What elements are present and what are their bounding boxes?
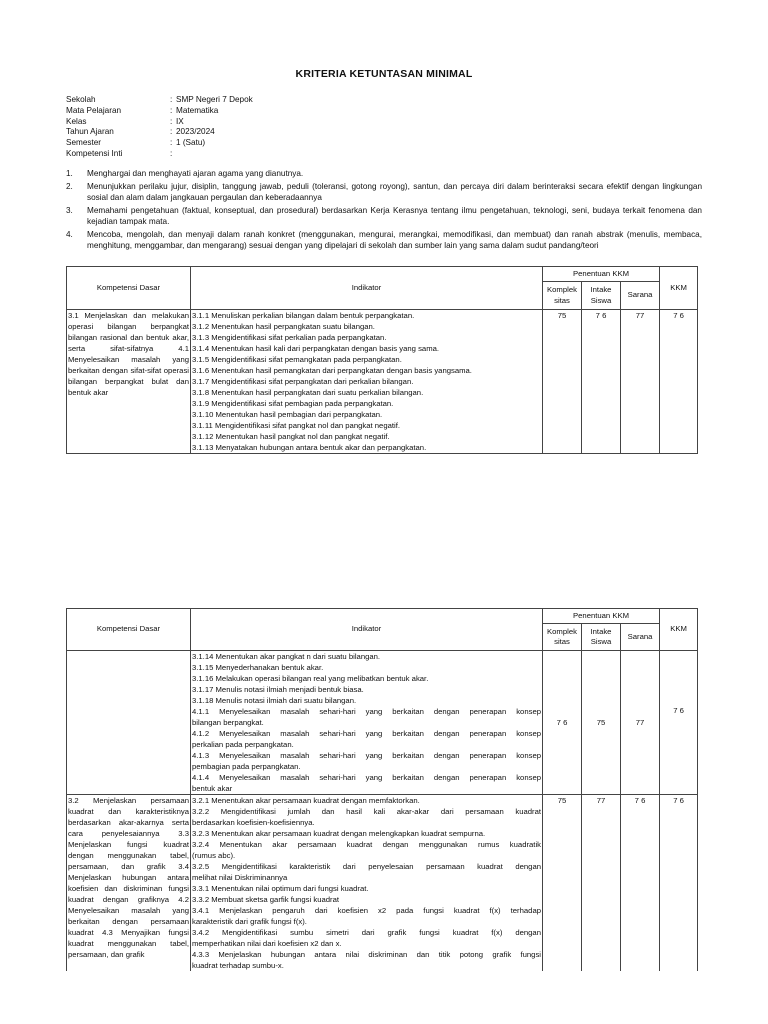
- header-kompleksitas: Komplek sitas: [543, 282, 582, 310]
- header-indikator: Indikator: [191, 609, 543, 651]
- indikator-line: (rumus abc).: [192, 851, 236, 860]
- header-penentuan-kkm: Penentuan KKM: [543, 267, 660, 282]
- indikator-line: 4.1.4 Menyelesaikan masalah sehari-hari yang berkaitan dengan penerapan konsep: [192, 773, 541, 782]
- intake-value: 77: [582, 795, 621, 972]
- header-kompleksitas: Komplek sitas: [543, 624, 582, 651]
- header-kkm: KKM: [660, 267, 698, 310]
- info-value: IX: [176, 116, 184, 126]
- indikator-line: 3.1.8 Menentukan hasil perpangkatan dari suatu perkalian bilangan.: [192, 388, 424, 397]
- info-label: Kompetensi Inti: [66, 148, 123, 158]
- indikator-line: 4.1.3 Menyelesaikan masalah sehari-hari yang berkaitan dengan penerapan konsep: [192, 751, 541, 760]
- indikator-line: berdasarkan koefisien-koefisiennya.: [192, 818, 315, 827]
- info-separator: :: [170, 95, 173, 104]
- kompetensi-inti-item: [66, 230, 702, 252]
- info-row: [66, 149, 253, 160]
- indikator-line: memperhatikan nilai dari koefisien x2 dan x.: [192, 939, 342, 948]
- kompetensi-inti-list: [66, 169, 702, 254]
- indikator-line: 3.3.2 Membuat sketsa garfik fungsi kuadrat: [192, 895, 339, 904]
- indikator-line: 3.2.2 Mengidentifikasi jumlah dan hasil kali akar-akar dari persamaan kuadrat: [192, 807, 541, 816]
- info-value: 2023/2024: [176, 127, 215, 137]
- info-row: [66, 127, 253, 138]
- kkm-table-2: [66, 608, 698, 971]
- indikator-line: melihat nilai Diskriminannya: [192, 873, 288, 882]
- sarana-value: 77: [621, 310, 660, 454]
- indikator-line: 3.2.5 Mengidentifikasi karakteristik dari penyelesaian persamaan kuadrat dengan: [192, 862, 541, 871]
- header-kkm: KKM: [660, 609, 698, 651]
- ki-text: Memahami pengetahuan (faktual, konseptual, dan prosedural) berdasarkan Kerja Kerasnya tentang ilmu pengetahuan, teknologi, seni, budaya terkait fenomena dan kejadian tampak mata.: [87, 206, 702, 226]
- indikator-line: 3.1.10 Menentukan hasil pembagian dari perpangkatan.: [192, 410, 383, 419]
- info-label: Kelas: [66, 116, 87, 126]
- header-kompetensi-dasar: Kompetensi Dasar: [67, 267, 191, 310]
- kompetensi-inti-item: [66, 182, 702, 204]
- indikator-line: bilangan berpangkat.: [192, 718, 264, 727]
- header-sarana: Sarana: [621, 624, 660, 651]
- intake-value: 7 6: [582, 310, 621, 454]
- indikator-line: 3.2.3 Menentukan akar persamaan kuadrat dengan melengkapkan kuadrat sempurna.: [192, 829, 486, 838]
- indikator-line: 3.4.1 Menjelaskan pengaruh dari koefisien x2 pada fungsi kuadrat f(x) terhadap: [192, 906, 541, 915]
- kompetensi-inti-item: [66, 169, 702, 180]
- header-kompetensi-dasar: Kompetensi Dasar: [67, 609, 191, 651]
- indikator-line: 3.1.1 Menuliskan perkalian bilangan dalam bentuk perpangkatan.: [192, 311, 415, 320]
- indikator-line: perkalian pada perpangkatan.: [192, 740, 294, 749]
- kkm-value: 7 6: [660, 651, 698, 795]
- header-intake-siswa: Intake Siswa: [582, 282, 621, 310]
- indikator-line: 3.1.4 Menentukan hasil kali dari perpangkatan dengan basis yang sama.: [192, 344, 440, 353]
- kd-cell: 3.1 Menjelaskan dan melakukan operasi bilangan berpangkat bilangan rasional dan bentuk akar, serta sifat-sifatnya 4.1 Menyelesaikan masalah yang berkaitan dengan sifat-sifat operasi bilangan berpangkat bulat dan bentuk akar: [67, 310, 191, 454]
- info-label: Semester: [66, 138, 102, 148]
- indikator-line: bentuk akar: [192, 784, 233, 793]
- kompleksitas-value: 75: [543, 795, 582, 972]
- indikator-cell: [191, 651, 543, 795]
- kompetensi-inti-item: [66, 206, 702, 228]
- info-separator: :: [170, 148, 173, 158]
- info-separator: :: [170, 105, 173, 115]
- indikator-line: 3.1.12 Menentukan hasil pangkat nol dan pangkat negatif.: [192, 432, 390, 441]
- indikator-line: 3.1.17 Menulis notasi ilmiah menjadi bentuk biasa.: [192, 685, 364, 694]
- info-row: [66, 95, 253, 106]
- info-row: [66, 106, 253, 117]
- indikator-line: 3.1.14 Menentukan akar pangkat n dari suatu bilangan.: [192, 652, 381, 661]
- indikator-line: 3.1.15 Menyederhanakan bentuk akar.: [192, 663, 324, 672]
- indikator-line: 3.1.13 Menyatakan hubungan antara bentuk akar dan perpangkatan.: [192, 443, 427, 452]
- indikator-line: 3.1.7 Mengidentifikasi sifat perpangkatan dari perkalian bilangan.: [192, 377, 414, 386]
- indikator-line: 3.4.2 Mengidentifikasi sumbu simetri dari grafik fungsi kuadrat f(x) dengan: [192, 928, 541, 937]
- ki-text: Menghargai dan menghayati ajaran agama yang dianutnya.: [87, 169, 304, 178]
- indikator-line: 4.1.2 Menyelesaikan masalah sehari-hari yang berkaitan dengan penerapan konsep: [192, 729, 541, 738]
- indikator-line: 4.1.1 Menyelesaikan masalah sehari-hari yang berkaitan dengan penerapan konsep: [192, 707, 541, 716]
- indikator-line: 3.2.4 Menentukan akar persamaan kuadrat dengan menggunakan rumus kuadratik: [192, 840, 541, 849]
- info-label: Sekolah: [66, 95, 96, 104]
- kkm-value: 7 6: [660, 795, 698, 972]
- info-row: [66, 138, 253, 149]
- info-separator: :: [170, 138, 173, 148]
- indikator-line: 3.1.16 Melakukan operasi bilangan real yang melibatkan bentuk akar.: [192, 674, 429, 683]
- kd-cell: 3.2 Menjelaskan persamaan kuadrat dan karakteristiknya berdasarkan akar-akarnya serta cara penyelesaiannya 3.3 Menjelaskan fungsi kuadrat dengan menggunakan tabel, persamaan, dan grafik 3.4 Menjelaskan hubungan antara koefisien dan diskriminan fungsi kuadrat dengan grafiknya 4.2 Menyelesaikan masalah yang berkaitan dengan persamaan kuadrat 4.3 Menyajikan fungsi kuadrat menggunakan tabel, persamaan, dan grafik: [67, 795, 191, 972]
- indikator-line: 3.1.5 Mengidentifikasi sifat pemangkatan pada perpangkatan.: [192, 355, 402, 364]
- info-label: Tahun Ajaran: [66, 127, 114, 137]
- ki-number: 1.: [66, 169, 73, 178]
- header-sarana: Sarana: [621, 282, 660, 310]
- ki-number: 3.: [66, 206, 73, 216]
- indikator-line: 3.2.1 Menentukan akar persamaan kuadrat dengan memfaktorkan.: [192, 796, 420, 805]
- kkm-table-1: [66, 266, 698, 454]
- indikator-line: 3.3.1 Menentukan nilai optimum dari fungsi kuadrat.: [192, 884, 369, 893]
- school-info: [66, 95, 253, 160]
- header-intake-siswa: Intake Siswa: [582, 624, 621, 651]
- kompleksitas-value: 7 6: [543, 651, 582, 795]
- info-row: [66, 117, 253, 128]
- indikator-line: 4.3.3 Menjelaskan hubungan antara nilai diskriminan dan titik potong grafik fungsi: [192, 950, 541, 959]
- info-value: 1 (Satu): [176, 138, 206, 148]
- indikator-line: kuadrat terhadap sumbu-x.: [192, 961, 284, 970]
- indikator-line: 3.1.2 Menentukan hasil perpangkatan suatu bilangan.: [192, 322, 375, 331]
- kompleksitas-value: 75: [543, 310, 582, 454]
- header-penentuan-kkm: Penentuan KKM: [543, 609, 660, 624]
- intake-value: 75: [582, 651, 621, 795]
- ki-number: 2.: [66, 182, 73, 192]
- info-value: Matematika: [176, 105, 219, 115]
- indikator-line: 3.1.6 Menentukan hasil pemangkatan dari perpangkatan dengan basis yangsama.: [192, 366, 472, 375]
- ki-number: 4.: [66, 230, 73, 240]
- page-title: KRITERIA KETUNTASAN MINIMAL: [295, 68, 473, 80]
- indikator-line: 3.1.9 Mengidentifikasi sifat pembagian pada perpangkatan.: [192, 399, 394, 408]
- info-separator: :: [170, 116, 173, 126]
- info-label: Mata Pelajaran: [66, 105, 122, 115]
- kkm-value: 7 6: [660, 310, 698, 454]
- indikator-line: 3.1.11 Mengidentifikasi sifat pangkat nol dan pangkat negatif.: [192, 421, 400, 430]
- header-indikator: Indikator: [191, 267, 543, 310]
- sarana-value: 77: [621, 651, 660, 795]
- indikator-line: karakteristik dari grafik fungsi f(x).: [192, 917, 307, 926]
- indikator-line: 3.1.3 Mengidentifikasi sifat perkalian pada perpangkatan.: [192, 333, 387, 342]
- indikator-cell: [191, 795, 543, 972]
- kd-cell-empty: [67, 651, 191, 795]
- ki-text: Menunjukkan perilaku jujur, disiplin, tanggung jawab, peduli (toleransi, gotong royong), santun, dan percaya diri dalam berinteraksi secara efektif dengan lingkungan sosial dan alam dalam jangkauan pergaulan dan keberadaannya: [87, 182, 702, 202]
- info-value: SMP Negeri 7 Depok: [176, 95, 253, 104]
- indikator-cell: [191, 310, 543, 454]
- sarana-value: 7 6: [621, 795, 660, 972]
- info-separator: :: [170, 127, 173, 137]
- indikator-line: 3.1.18 Menulis notasi ilmiah dari suatu bilangan.: [192, 696, 357, 705]
- ki-text: Mencoba, mengolah, dan menyaji dalam ranah konkret (menggunakan, mengurai, merangkai, memodifikasi, dan membuat) dan ranah abstrak (menulis, membaca, menghitung, menggambar, dan mengarang) sesuai dengan yang dipelajari di sekolah dan sumber lain yang sama dalam sudut pandang/teori: [87, 230, 702, 250]
- indikator-line: pembagian pada perpangkatan.: [192, 762, 301, 771]
